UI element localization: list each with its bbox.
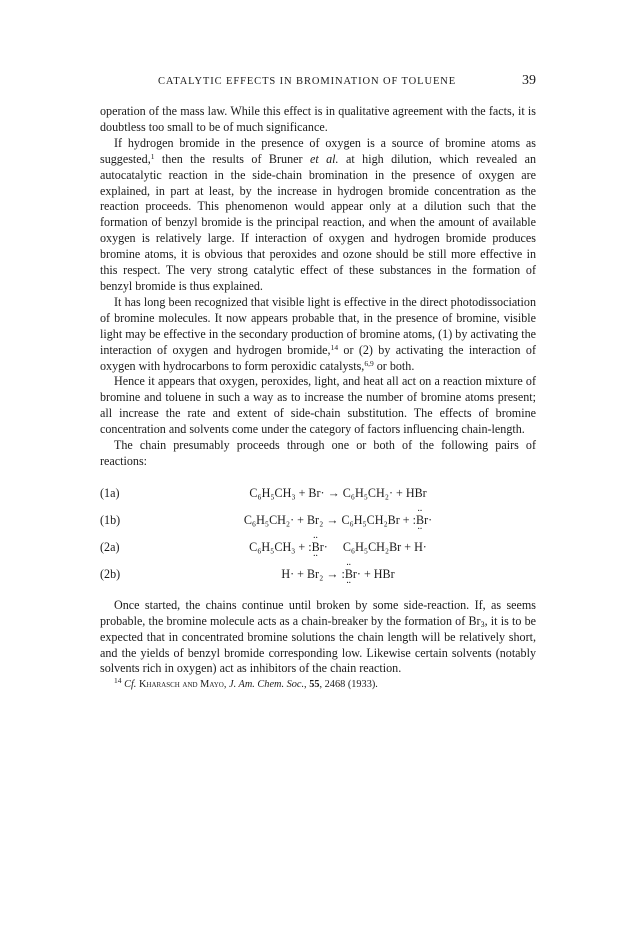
page-number: 39: [522, 73, 536, 88]
reaction-equation: H· + Br₂ → :·· Br ··· + HBr: [100, 567, 536, 583]
citation-ref: 14: [330, 342, 339, 352]
body-text: [100, 104, 536, 693]
journal-name: J. Am. Chem. Soc.: [229, 679, 305, 691]
reaction-row: [100, 480, 536, 507]
paragraph: It has long been recognized that visible light is effective in the direct photodissociation of bromine molecules. It now appears probable that, in the presence of bromine, visible light may be effective in the secondary production of bromine atoms, (1) by activating the interaction of oxygen and hydrogen bromide,$^{14}$ or (2) by activating the interaction of oxygen with hydrocarbons to form peroxidic catalysts,$^{6,9}$ or both.: [100, 294, 536, 373]
reaction-equation: C₆H₅CH₃ + Br· → C₆H₅CH₂· + HBr: [249, 485, 427, 500]
citation-ref: 1: [150, 151, 155, 161]
reaction-row: [100, 534, 536, 561]
reaction-equation: C₆H₅CH₃ + :·· Br ··· C₆H₅CH₂Br + H·: [100, 540, 536, 556]
paragraph: The chain presumably proceeds through one or both of the following pairs of reactions:: [100, 438, 536, 468]
reaction-row: [100, 507, 536, 534]
reaction-label: (2a): [100, 539, 120, 554]
reaction-label: (1a): [100, 485, 120, 500]
volume: 55: [309, 679, 320, 691]
paragraph: operation of the mass law. While this effect is in qualitative agreement with the facts, it is doubtless too small to be of much significance.: [100, 104, 536, 134]
reaction-label: (1b): [100, 512, 121, 527]
reaction-label: (2b): [100, 566, 121, 581]
running-title: CATALYTIC EFFECTS IN BROMINATION OF TOLUENE: [158, 76, 457, 87]
running-header: [100, 74, 536, 90]
reaction-equation: C₆H₅CH₂· + Br₂ → C₆H₅CH₂Br + :·· Br ···: [100, 513, 536, 529]
citation-ref: 6,9: [364, 358, 374, 368]
reaction-row: [100, 561, 536, 588]
footnote-marker: 14: [114, 676, 122, 686]
footnote: $^{14}$ Cf. Kharasch and Mayo, J. Am. Chem. Soc., 55, 2468 (1933).: [114, 676, 378, 691]
paragraph: Hence it appears that oxygen, peroxides, light, and heat all act on a reaction mixture of bromine and toluene in such a way as to increase the number of bromine atoms present; all increase the rate and extent of side-chain substitution. The effects of bromine concentration and solvents come under the category of factors influencing chain-length.: [100, 374, 536, 437]
footnote-authors: Kharasch and Mayo: [138, 679, 224, 691]
paragraph: If hydrogen bromide in the presence of oxygen is a source of bromine atoms as suggested,$^1$ then the results of Bruner et al. at high dilution, which revealed an autocatalytic reaction in the side-chain bromination in the presence of oxygen are explained, in part at least, by the increase in hydrogen bromide concentration as the reaction proceeds. This phenomenon would appear only at a dilution such that the formation of benzyl bromide is the principal reaction, and when the amount of available oxygen is relatively large. If interaction of oxygen and hydrogen bromide produces bromine atoms, it is obvious that peroxides and ozone should be still more effective in this respect. The very strong catalytic effect of these substances in the formation of benzyl bromide is thus explained.: [100, 135, 537, 293]
paragraph: Once started, the chains continue until broken by some side-reaction. If, as seems probable, the bromine molecule acts as a chain-breaker by the formation of $Br_3$, it is to be expected that in concentrated bromine solutions the chain length will be relatively short, and the yields of benzyl bromide corresponding low. Likewise certain solvents (notably solvents rich in oxygen) act as inhibitors of the chain reaction.: [100, 597, 536, 676]
reaction-scheme: [100, 480, 536, 588]
